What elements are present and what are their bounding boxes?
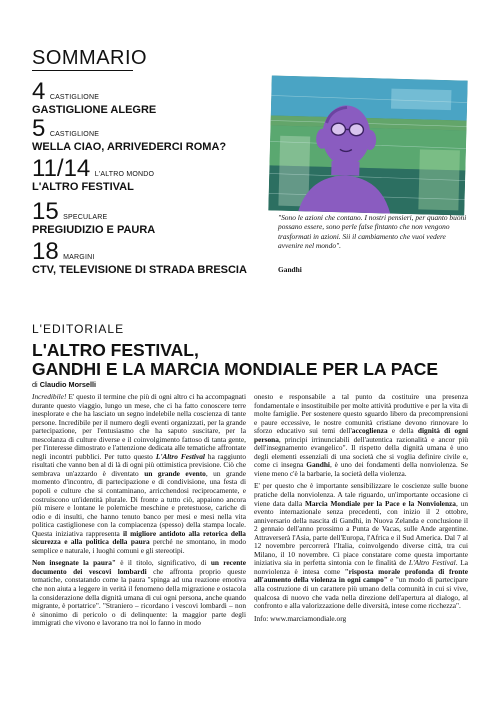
body-text: perché ne smontano, in modo semplice e naturale, i luoghi comuni e gli stereotipi. xyxy=(32,537,247,555)
bold-text: Non insegnate la paura" xyxy=(32,558,116,568)
toc-section: MARGINI xyxy=(63,254,95,261)
emphasis-text: Incredibile! xyxy=(32,392,67,401)
paragraph xyxy=(32,559,246,627)
toc-title: L'ALTRO FESTIVAL xyxy=(32,181,134,193)
byline xyxy=(32,380,96,389)
info-line[interactable]: Info: www.marciamondiale.org xyxy=(254,613,347,623)
article-title-line: GANDHI E LA MARCIA MONDIALE PER LA PACE xyxy=(32,359,439,379)
toc-section: CASTIGLIONE xyxy=(49,131,100,138)
body-text: che affronta proprio queste tematiche, constatando come la paura "spinga ad una reazione emotiva che non aiuta a leggere in verità il fenomeno della migrazione e ostacola la considerazione della dignità umana di cui ogni persona, anche quando migrante, è portatrice". "Straniero – ricordano i vescovi lombardi – non è sinonimo di pericolo o di delinquente: la maggior parte degli immigrati che vivono e lavorano tra noi lo fanno in modo xyxy=(32,566,246,628)
sommario-title: SOMMARIO xyxy=(32,47,148,69)
caption-author: Gandhi xyxy=(278,265,302,274)
bold-text: un recente documento dei vescovi lombardi xyxy=(32,558,246,576)
toc-page-number: 4 xyxy=(32,78,46,105)
body-text: , un evento internazionale senza precedenti, con inizio il 2 ottobre, anniversario della nascita di Gandhi, in Nuova Zelanda e conclusione il 2 gennaio dell'anno prossimo a Punta de Vacas, sulle Ande argentine. Attraverserà l'Asia, parte dell'Europa, l'Africa e il Sud America. Dal 7 al 12 novembre percorrerà l'Italia, coinvolgendo diverse città, tra cui Milano, il 10 novembre. Ci piace constatare come questa importante iniziativa sia in perfetta sintonia con le finalità de xyxy=(254,498,468,568)
article-title-line: L'ALTRO FESTIVAL, xyxy=(32,340,199,360)
bold-text: il migliore antidoto alla retorica della sicurezza e alla politica della paura xyxy=(32,528,246,547)
byline-prefix: di xyxy=(32,380,38,389)
toc-page-number: 5 xyxy=(32,115,46,142)
gandhi-illustration xyxy=(268,75,467,215)
byline-author: Claudio Morselli xyxy=(39,380,97,389)
bold-text: un grande evento xyxy=(144,468,206,478)
bold-text: dignità di ogni persona xyxy=(254,426,468,444)
body-text: e della xyxy=(387,426,418,436)
body-text: . La nonviolenza è intesa come xyxy=(254,558,468,576)
paragraph xyxy=(254,393,468,478)
toc-page-number: 11/14 xyxy=(32,155,91,182)
body-text: è il titolo, significativo, di xyxy=(115,558,211,568)
toc-item[interactable] xyxy=(32,117,226,153)
toc-item[interactable] xyxy=(32,200,155,236)
toc-item[interactable] xyxy=(32,80,156,116)
photo-caption: "Sono le azioni che contano. I nostri pensieri, per quanto buoni possano essere, sono perle false fintanto che non vengono trasformati in azioni. Sii il cambiamento che vuoi vedere avvenire nel mondo". xyxy=(278,213,467,251)
body-text: E' questo il termine che più di ogni altro ci ha accompagnati durante questo viaggio, lungo un mese, che ci ha fatto conoscere terre inesplorate e che ha lasciato un segno indelebile nella coscienza di tante persone. Incredibile per il numero degli eventi organizzati, per la grande partecipazione, per l'entusiasmo che ha saputo suscitare, per la mescolanza di culture diverse e il coinvolgimento fattoso di tanta gente, per l'interesse dimostrato e l'attenzione dedicata alle tematiche affrontate negli incontri pubblici. Per tutto questo xyxy=(32,392,246,461)
toc-title: GASTIGLIONE ALEGRE xyxy=(32,104,157,116)
body-text: onesto e responsabile a tal punto da costituire una presenza fondamentale e insostituibile per molte attività produttive e per la vita di molte famiglie. Per sostenere questo sguardo libero da precomprensioni e paure eccessive, le nostre comunità cristiane devono rinnovare lo sforzo educativo sui temi dell' xyxy=(254,392,468,436)
body-text: , principi irrinunciabili dell'autentica razionalità e ancor più dell'insegnamento evangelico". Il rispetto della dignità umana è uno degli elementi essenziali di una società che si voglia definire civile e, come ci insegna xyxy=(254,434,468,470)
bold-text: accoglienza xyxy=(351,426,388,436)
body-text: ha raggiunto risultati che vanno ben al di là di ogni più ottimistica previsione. Ciò che sembrava un'azzardo è diventato xyxy=(32,451,247,478)
toc-page-number: 18 xyxy=(32,238,59,265)
bold-text: "risposta morale profonda di fronte all'aumento della violenza in ogni campo" xyxy=(254,566,468,585)
toc-section: L'ALTRO MONDO xyxy=(94,171,155,178)
sommario-underline xyxy=(32,70,133,71)
toc-title: WELLA CIAO, ARRIVEDERCI ROMA? xyxy=(32,141,227,153)
paragraph xyxy=(32,393,246,555)
article-column-left xyxy=(32,393,246,632)
paragraph xyxy=(254,482,468,610)
bold-text: Marcia Mondiale per la Pace e la Nonviolenza xyxy=(304,498,456,508)
section-label: L'EDITORIALE xyxy=(32,322,125,336)
emphasis-text: L'Altro Festival xyxy=(155,451,205,461)
body-text: , è uno dei fondamenti della nonviolenza. Se viene meno c'è la barbarie, la società della violenza. xyxy=(254,460,468,478)
toc-section: SPECULARE xyxy=(63,214,108,221)
toc-item[interactable] xyxy=(32,157,154,193)
toc-item[interactable] xyxy=(32,240,247,276)
toc-title: PREGIUDIZIO E PAURA xyxy=(32,224,156,236)
bold-text: Gandhi xyxy=(306,460,330,470)
article-title xyxy=(32,341,472,379)
article-column-right xyxy=(254,393,468,627)
toc-page-number: 15 xyxy=(32,198,59,225)
body-text: E' per questo che è importante sensibilizzare le coscienze sulle buone pratiche della nonviolenza. A tale riguardo, un'importante occasione ci viene data dalla xyxy=(254,481,468,508)
emphasis-text: L'Altro Festival xyxy=(408,558,456,568)
body-text: , un grande momento d'incontro, di partecipazione e di condivisione, una festa di popoli e culture che si contaminano, arricchendosi reciprocamente, e costruiscono un'identità plurale. Di fronte a tutto ciò, appaiono ancora più misere e lontane le polemiche meschine e pretestuose, cariche di odio e di insulti, che hanno tenuto banco per mesi e mesi nella vita politica castiglionese con la compiacenza (spesso) della stampa locale. Questa iniziativa rappresenta xyxy=(32,468,246,538)
toc-title: CTV, TELEVISIONE DI STRADA BRESCIA xyxy=(32,264,247,276)
toc-section: CASTIGLIONE xyxy=(49,94,100,101)
body-text: e "un modo di partecipare alla costruzione di un carattere più umano della comunità in cui si vive, qualcosa di nuovo che vada nella direzione dell'apertura al dialogo, al confronto e alla valorizzazione delle diversità, intese come ricchezza". xyxy=(254,575,468,611)
